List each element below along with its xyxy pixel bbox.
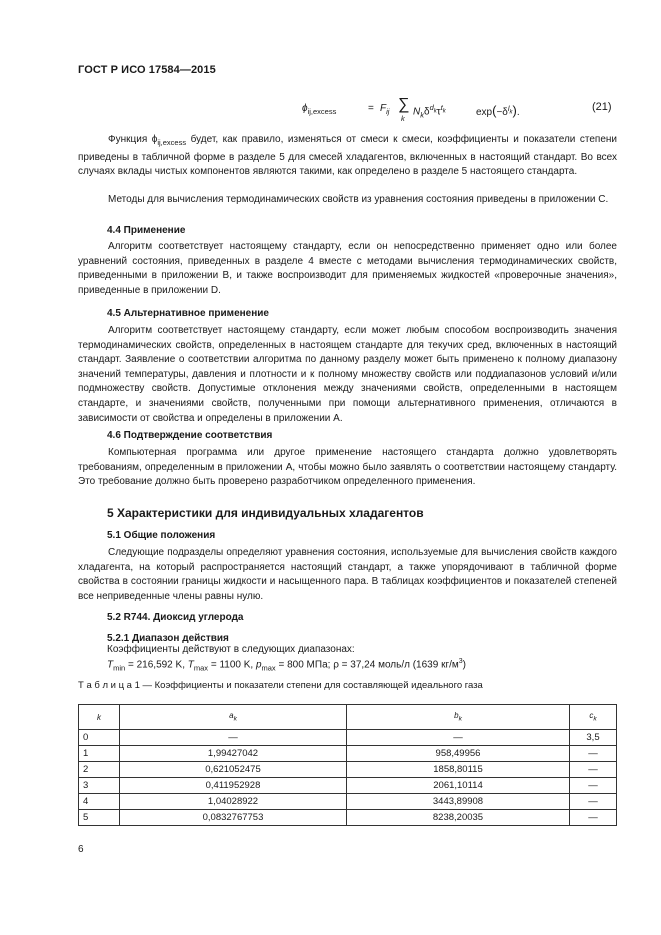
range-pmax-value: = 800 МПа; — [275, 659, 334, 671]
para51-text: Следующие подразделы определяют уравнения состояния, используемые для вычисления свойств каждого хладагента, на который распространяется настоящий стандарт, а также упорядочивают в табличной форме свойства в состоянии границы жидкости и насыщенного пара. В таблицах коэффициентов и показателей степеней все неприведенные члены равны нулю. — [78, 547, 617, 602]
formula-tau: τ — [436, 106, 441, 118]
range-max-sub: max — [193, 663, 209, 673]
formula-end: . — [516, 107, 520, 118]
range-p-max: p — [255, 659, 262, 671]
cell-k: 0 — [79, 730, 120, 746]
para2-text: Методы для вычисления термодинамических свойств из уравнения состояния приведены в приложении С. — [108, 194, 609, 205]
table-row — [79, 778, 617, 794]
cell-b: 1858,80115 — [347, 762, 570, 778]
formula-exp-arg: −δ — [496, 107, 508, 118]
table-caption: Т а б л и ц а 1 — Коэффициенты и показатели степени для составляющей идеального газа — [78, 680, 483, 691]
range-tmax-value: = 1100 K, — [208, 659, 256, 671]
heading-5-2-1: 5.2.1 Диапазон действия — [107, 633, 229, 644]
paragraph-5-1 — [78, 546, 617, 604]
table-row — [79, 746, 617, 762]
header-c-sub: k — [593, 715, 597, 723]
range-tmin-value: = 216,592 K, — [125, 659, 188, 671]
formula-phi: ϕ — [302, 103, 308, 114]
header-a — [120, 705, 347, 730]
header-c — [570, 705, 617, 730]
header-b-sub: k — [458, 715, 462, 723]
formula-exp-arg-sup: l — [507, 103, 510, 113]
heading-4-5: 4.5 Альтернативное применение — [107, 308, 269, 319]
cell-b: 2061,10114 — [347, 778, 570, 794]
cell-a: 1,04028922 — [120, 794, 347, 810]
cell-a: — — [120, 730, 347, 746]
formula-exp-arg-sup-sub: k — [509, 109, 513, 116]
formula-F-sub: ij — [386, 107, 390, 116]
cell-k: 5 — [79, 810, 120, 826]
cell-a: 1,99427042 — [120, 746, 347, 762]
cell-a: 0,411952928 — [120, 778, 347, 794]
range-sup3: 3 — [458, 658, 463, 665]
table-row — [79, 810, 617, 826]
para44-text: Алгоритм соответствует настоящему стандарту, если он непосредственно применяет одно или более уравнений состояния, приведенных в разделе 4 вместе с методами вычисления термодинамических свойств, приведенными в приложении В, и также воспроизводит для применяемых жидкостей «проверочные значения», приведенные в приложении D. — [78, 241, 617, 296]
para1-text-start: Функция ϕ — [108, 134, 158, 145]
header-b-label: b — [454, 711, 459, 721]
range-T-max: T — [187, 659, 194, 671]
cell-c: — — [570, 810, 617, 826]
formula-exp: exp — [476, 107, 493, 118]
formula-tau-sup: t — [440, 103, 443, 112]
para1-text-rest: степени приведены в табличной форме в разделе 5 для смесей хладагентов, включенных в настоящий стандарт. Во всех случаях вклады чистых компонентов являются такими, как определено в разделе 5 настоящего стандарта. — [78, 134, 618, 178]
cell-a: 0,0832767753 — [120, 810, 347, 826]
cell-k: 1 — [79, 746, 120, 762]
formula-equals: = — [368, 103, 374, 114]
cell-b: — — [347, 730, 570, 746]
header-k — [79, 705, 120, 730]
formula-phi-sub: ij,excess — [307, 107, 337, 116]
range-rho: ρ = 37,24 моль/л (1639 кг/м — [333, 659, 459, 671]
cell-b: 3443,89908 — [347, 794, 570, 810]
document-header: ГОСТ Р ИСО 17584—2015 — [78, 64, 216, 76]
paragraph-methods — [78, 193, 617, 208]
cell-b: 8238,20035 — [347, 810, 570, 826]
heading-4-6: 4.6 Подтверждение соответствия — [107, 430, 273, 441]
formula-number: (21) — [592, 101, 612, 113]
header-k-label: k — [97, 712, 101, 722]
formula-tau-sup-sub: k — [442, 108, 446, 115]
range-pmax-sub: max — [261, 663, 276, 673]
formula-delta-sup-sub: k — [433, 108, 437, 115]
cell-k: 2 — [79, 762, 120, 778]
range-T-min: T — [107, 659, 114, 671]
header-a-sub: k — [233, 715, 237, 723]
cell-c: — — [570, 794, 617, 810]
range-values — [107, 658, 466, 672]
range-close: ) — [462, 659, 467, 671]
paragraph-function — [78, 133, 617, 180]
cell-b: 958,49956 — [347, 746, 570, 762]
coefficients-table — [78, 704, 617, 826]
heading-4-4: 4.4 Применение — [107, 225, 186, 236]
formula-N: N — [413, 106, 421, 118]
cell-c: — — [570, 746, 617, 762]
cell-a: 0,621052475 — [120, 762, 347, 778]
paragraph-4-6 — [78, 446, 617, 490]
header-b — [347, 705, 570, 730]
formula-delta-sup: d — [429, 103, 434, 112]
heading-5-1: 5.1 Общие положения — [107, 530, 216, 541]
paragraph-4-5 — [78, 324, 617, 426]
heading-5-2: 5.2 R744. Диоксид углерода — [107, 612, 244, 623]
para45-text: Алгоритм соответствует настоящему стандарту, если может любым способом воспроизводить значения термодинамических свойств, определенных в настоящем стандарте для текучих сред, включенных в настоящий стандарт. Заявление о соответствии алгоритма по данному разделу может быть применено к полному диапазону значений температуры, давления и плотности и к полному множеству свойств или поддиапазонов условий и/или подмножеству свойств. Допустимые отклонения между значениями свойств, определенными в настоящем стандарте, и значениями свойств, полученными при помощи альтернативного применения, отличаются в зависимости от свойства и определены в приложении А. — [78, 325, 617, 424]
formula-21: $\phi_{ij,excess}$ = $F_{ij}$ ∑ k $N_k\delta^{d_k}\tau^{t_k}$ $\exp(-\delta^{l_k})$. — [302, 96, 520, 123]
formula-sum-sub: k — [401, 114, 405, 123]
table-row — [79, 762, 617, 778]
cell-k: 3 — [79, 778, 120, 794]
table-row — [79, 730, 617, 746]
cell-k: 4 — [79, 794, 120, 810]
table-header-row — [79, 705, 617, 730]
cell-c: — — [570, 762, 617, 778]
heading-5: 5 Характеристики для индивидуальных хладагентов — [107, 506, 424, 520]
cell-c: 3,5 — [570, 730, 617, 746]
table-row — [79, 794, 617, 810]
formula-delta: δ — [423, 106, 430, 118]
cell-c: — — [570, 778, 617, 794]
para1-subscript: ij,excess — [157, 138, 187, 147]
header-a-label: a — [229, 711, 234, 721]
range-min-sub: min — [113, 663, 126, 673]
para1-text-cont: будет, как правило, изменяться от смеси к смеси, коэффициенты и показатели — [186, 134, 576, 145]
para46-text: Компьютерная программа или другое применение настоящего стандарта должно удовлетворять требованиям, определенным в приложении А, чтобы можно было заявлять о соответствии настоящему стандарту. Это требование должно быть проверено разработчиком определенного применения. — [78, 447, 617, 488]
header-c-label: c — [589, 711, 594, 721]
formula-N-sub: k — [420, 110, 424, 120]
page-number: 6 — [78, 844, 84, 855]
formula-sum: ∑ — [398, 96, 410, 113]
range-intro: Коэффициенты действуют в следующих диапазонах: — [107, 644, 355, 655]
formula-F: F — [380, 103, 387, 114]
paragraph-4-4 — [78, 240, 617, 298]
